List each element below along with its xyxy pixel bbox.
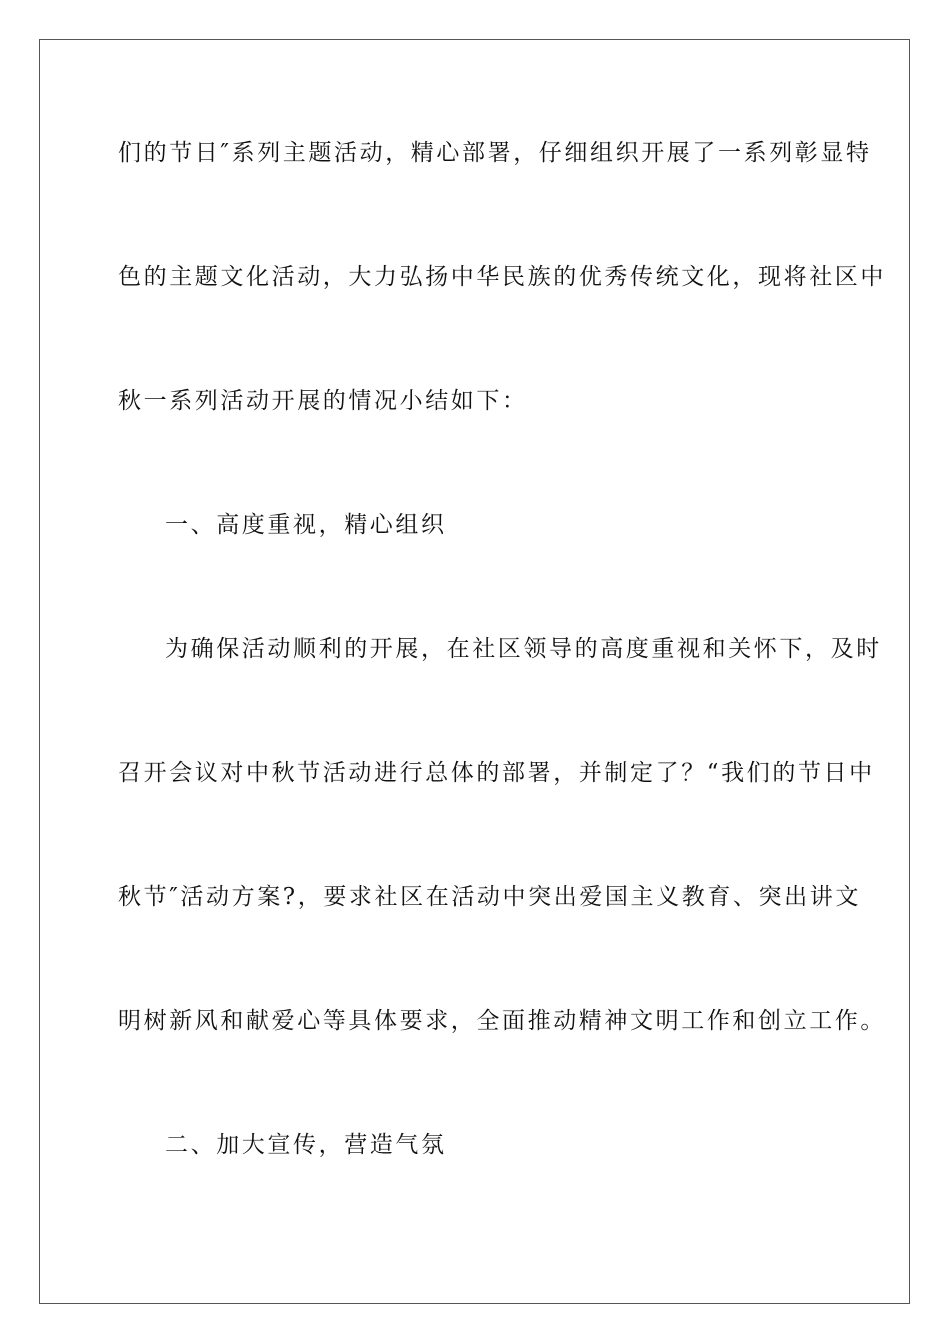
paragraph-line: 秋节″活动方案?，要求社区在活动中突出爱国主义教育、突出讲文 bbox=[118, 884, 861, 910]
paragraph-line: 明树新风和献爱心等具体要求，全面推动精神文明工作和创立工作。 bbox=[118, 1008, 886, 1034]
paragraph-line: 召开会议对中秋节活动进行总体的部署，并制定了？“我们的节日中 bbox=[118, 760, 875, 786]
paragraph-line: 色的主题文化活动，大力弘扬中华民族的优秀传统文化，现将社区中 bbox=[118, 264, 886, 290]
page-border bbox=[39, 39, 910, 1304]
paragraph-line: 为确保活动顺利的开展，在社区领导的高度重视和关怀下，及时 bbox=[165, 636, 882, 662]
paragraph-line: 们的节日″系列主题活动，精心部署，仔细组织开展了一系列彰显特 bbox=[118, 140, 872, 166]
paragraph-line: 秋一系列活动开展的情况小结如下： bbox=[118, 388, 528, 414]
section-heading-2: 二、加大宣传，营造气氛 bbox=[165, 1132, 447, 1158]
section-heading-1: 一、高度重视，精心组织 bbox=[165, 512, 447, 538]
